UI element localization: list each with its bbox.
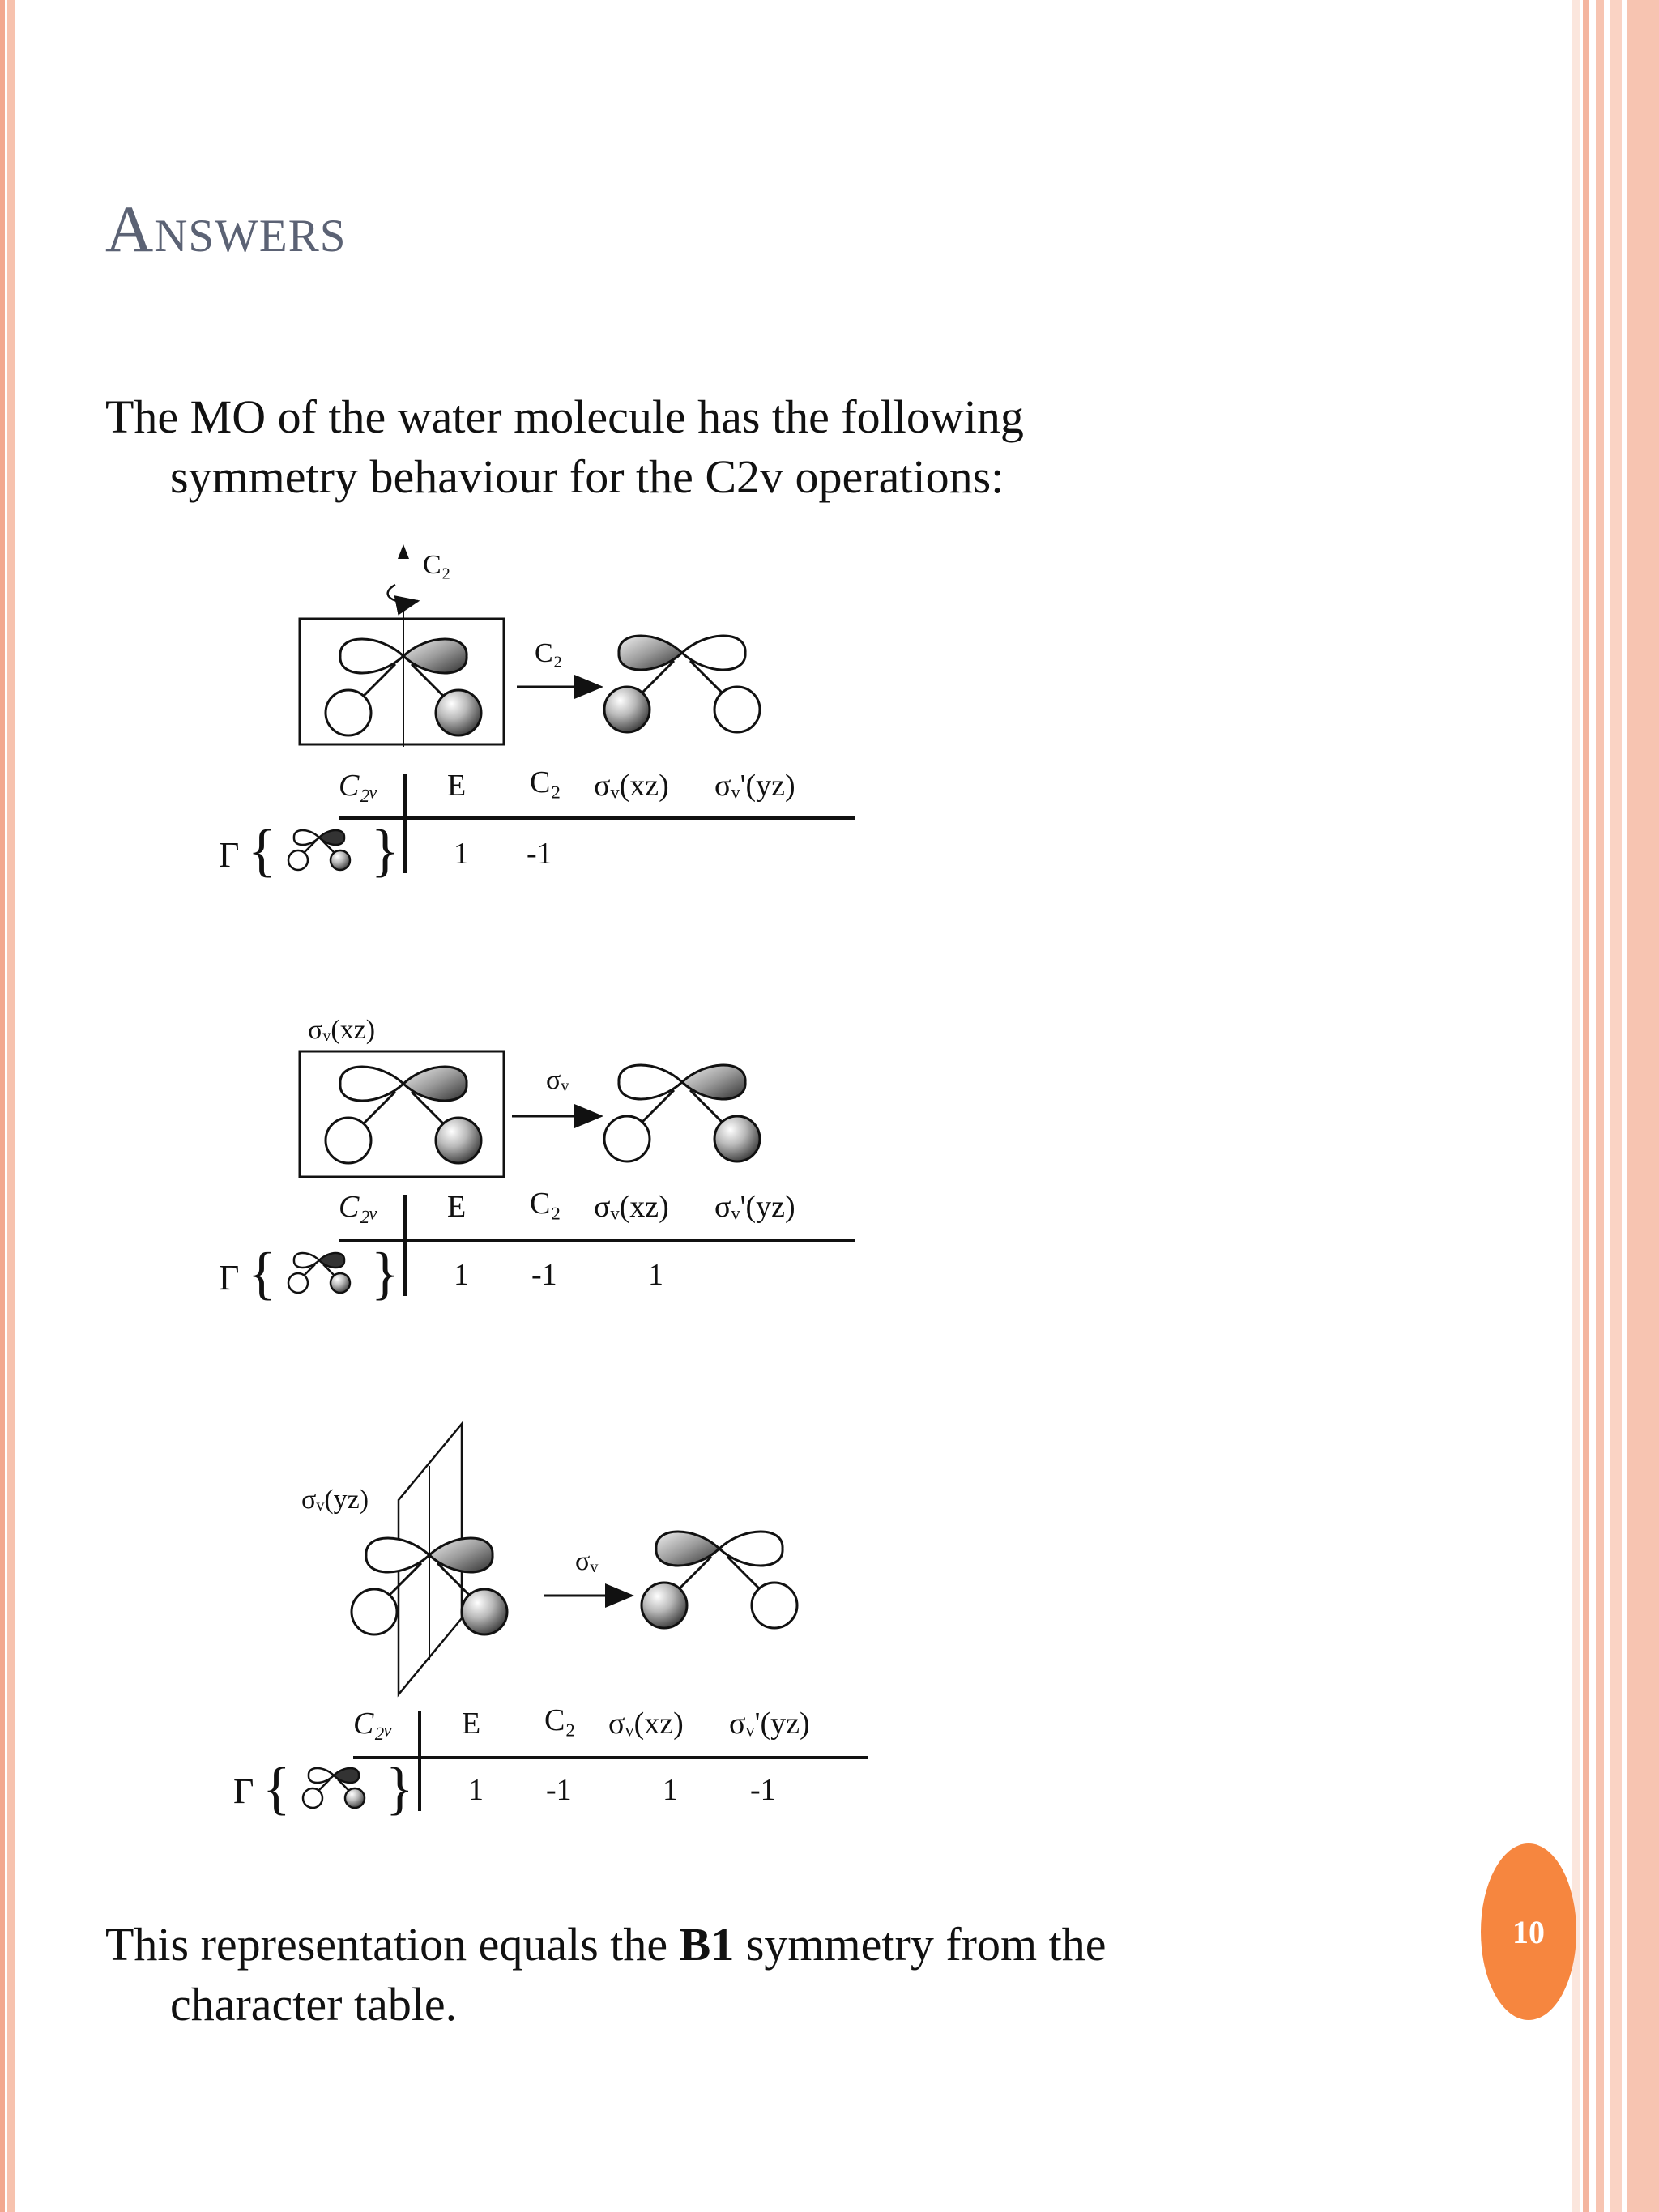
table-header-e: E bbox=[462, 1707, 481, 1741]
svg-text:}: } bbox=[386, 1756, 414, 1821]
right-border-decoration bbox=[1572, 0, 1659, 2212]
gamma-symbol: Γ bbox=[219, 1258, 240, 1298]
sigma-arrow-label-1: σᵥ bbox=[546, 1065, 569, 1095]
table-header-sigma-xz: σᵥ(xz) bbox=[594, 769, 669, 803]
svg-text:}: } bbox=[371, 818, 399, 883]
character-table-3 bbox=[233, 1703, 868, 1821]
character-e: 1 bbox=[454, 1258, 469, 1292]
table-header-group: C₂ᵥ bbox=[339, 1190, 379, 1224]
svg-text:{: { bbox=[248, 818, 276, 883]
svg-text:{: { bbox=[248, 1241, 276, 1306]
symmetry-label-b1: B1 bbox=[679, 1918, 735, 1971]
table-header-sigma-xz: σᵥ(xz) bbox=[594, 1190, 669, 1224]
panel-c2 bbox=[219, 544, 855, 883]
svg-text:}: } bbox=[371, 1241, 399, 1306]
intro-paragraph bbox=[105, 387, 1369, 507]
conclusion-line-2: character table. bbox=[170, 1978, 458, 2031]
slide-title: Answers bbox=[105, 192, 347, 266]
intro-line-2: symmetry behaviour for the C2v operations: bbox=[170, 450, 1004, 503]
character-e: 1 bbox=[454, 837, 469, 871]
svg-text:{: { bbox=[262, 1756, 291, 1821]
character-table-2 bbox=[219, 1187, 855, 1306]
table-header-e: E bbox=[447, 769, 467, 803]
character-c2: -1 bbox=[527, 837, 552, 871]
table-header-c2: C₂ bbox=[544, 1703, 576, 1737]
page-number-badge: 10 bbox=[1481, 1843, 1576, 2020]
character-sigma-xz: 1 bbox=[648, 1258, 663, 1292]
table-header-group: C₂ᵥ bbox=[353, 1707, 394, 1741]
sigma-arrow-label-2: σᵥ bbox=[575, 1546, 599, 1576]
table-header-sigma-yz: σᵥ'(yz) bbox=[714, 769, 795, 803]
symmetry-diagram bbox=[194, 535, 891, 1847]
intro-line-1: The MO of the water molecule has the following bbox=[105, 390, 1024, 443]
table-header-e: E bbox=[447, 1190, 467, 1224]
character-c2: -1 bbox=[546, 1773, 572, 1807]
sigma-yz-label: σᵥ(yz) bbox=[301, 1485, 369, 1515]
panel-sigma-xz bbox=[219, 1015, 855, 1306]
table-header-sigma-yz: σᵥ'(yz) bbox=[714, 1190, 795, 1224]
character-c2: -1 bbox=[531, 1258, 557, 1292]
gamma-symbol: Γ bbox=[219, 835, 240, 875]
gamma-symbol: Γ bbox=[233, 1771, 254, 1811]
c2-axis-label: C₂ bbox=[423, 550, 451, 580]
character-sigma-yz: -1 bbox=[750, 1773, 776, 1807]
character-table-1 bbox=[219, 765, 855, 883]
table-header-c2: C₂ bbox=[530, 1187, 561, 1221]
c2-arrow-label: C₂ bbox=[535, 638, 563, 668]
left-border-decoration bbox=[0, 0, 15, 2212]
sigma-xz-label: σᵥ(xz) bbox=[308, 1015, 376, 1045]
table-header-sigma-xz: σᵥ(xz) bbox=[608, 1707, 684, 1741]
conclusion-paragraph bbox=[105, 1915, 1369, 2035]
character-e: 1 bbox=[468, 1773, 484, 1807]
character-sigma-xz: 1 bbox=[663, 1773, 678, 1807]
panel-sigma-yz bbox=[233, 1424, 868, 1821]
conclusion-pre: This representation equals the bbox=[105, 1918, 680, 1971]
conclusion-post: symmetry from the bbox=[734, 1918, 1107, 1971]
table-header-sigma-yz: σᵥ'(yz) bbox=[729, 1707, 810, 1741]
table-header-c2: C₂ bbox=[530, 765, 561, 799]
table-header-group: C₂ᵥ bbox=[339, 769, 379, 803]
